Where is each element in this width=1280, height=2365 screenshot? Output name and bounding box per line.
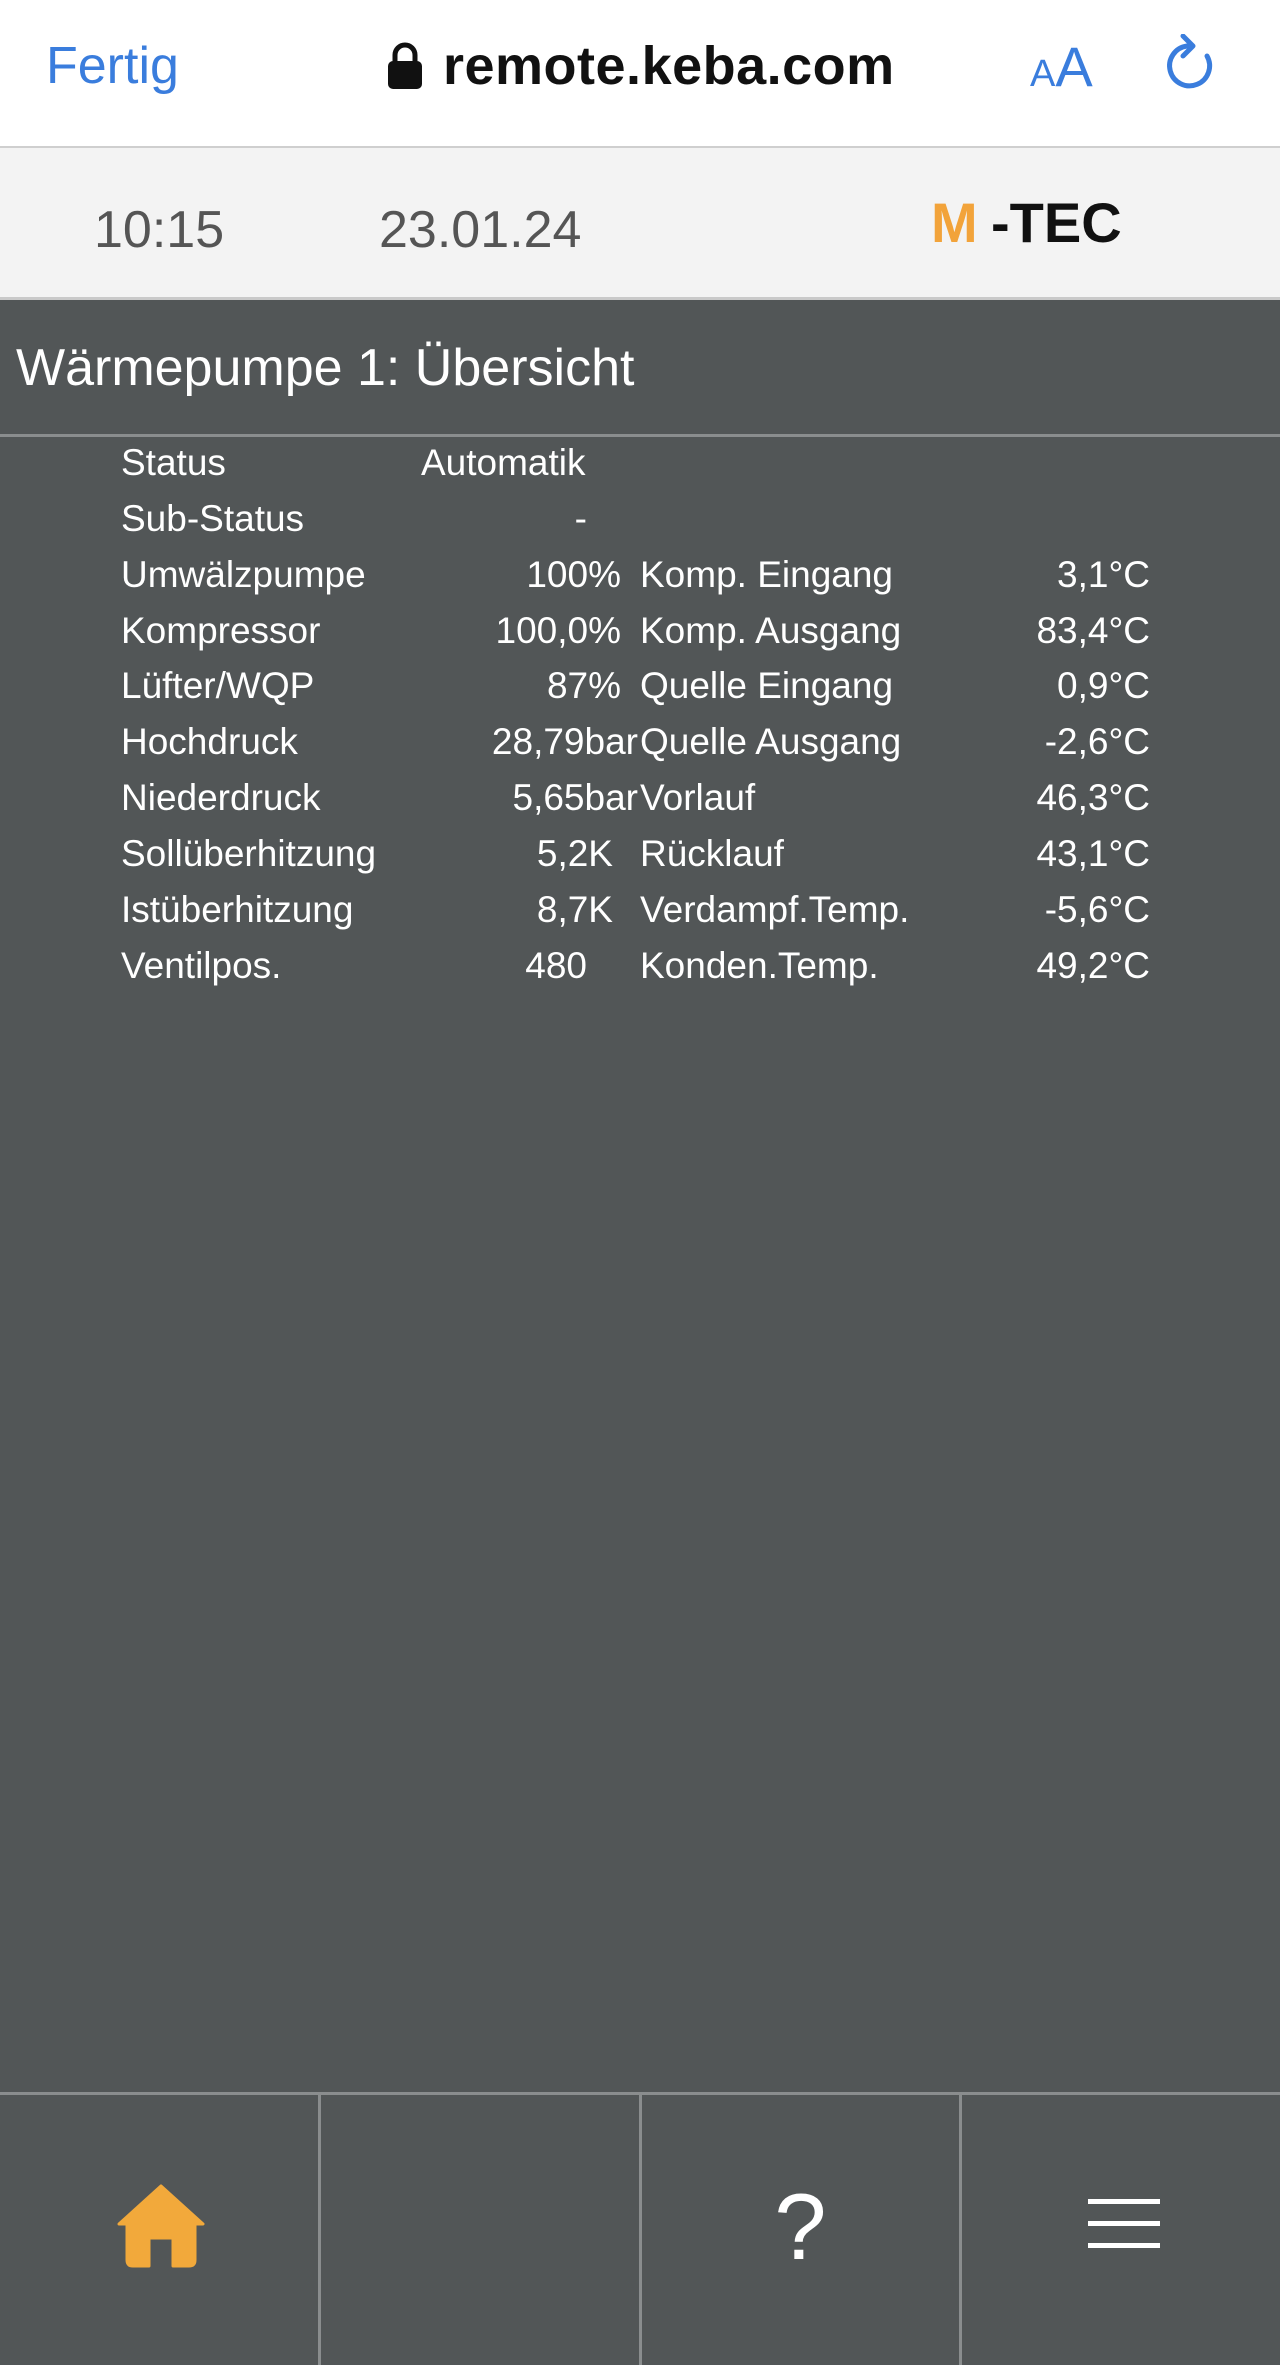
data-label: Kompressor (121, 610, 321, 651)
status-label: Status (121, 442, 226, 483)
data-label-2: Quelle Ausgang (640, 721, 902, 762)
data-value: 5,2K (536, 833, 613, 874)
data-label: Ventilpos. (121, 945, 282, 986)
app-header (0, 148, 1280, 300)
data-label-2: Komp. Ausgang (640, 610, 902, 651)
data-label: Umwälzpumpe (121, 554, 366, 595)
page-title-bar (0, 300, 1280, 437)
data-row (0, 833, 1280, 889)
text-size-large-glyph: A (1055, 35, 1093, 98)
data-label-2: Konden.Temp. (640, 945, 879, 986)
data-label-2: Quelle Eingang (640, 665, 894, 706)
data-row (0, 945, 1280, 1001)
data-value-2: 46,3°C (1036, 777, 1150, 818)
data-row (0, 889, 1280, 945)
lock-icon (385, 42, 425, 90)
data-label: Sollüberhitzung (121, 833, 377, 874)
clock: 10:15 (94, 201, 225, 259)
nav-empty-slot[interactable] (321, 2095, 642, 2365)
help-icon: ? (774, 2174, 827, 2279)
data-value-2: 3,1°C (1057, 554, 1150, 595)
bottom-navigation (0, 2092, 1280, 2365)
data-value-2: 0,9°C (1057, 665, 1150, 706)
sub-status-label: Sub-Status (121, 498, 305, 539)
data-label: Niederdruck (121, 777, 321, 818)
page-title: Wärmepumpe 1: Übersicht (16, 339, 635, 397)
sub-status-value: - (574, 498, 587, 539)
m-tec-logo (931, 198, 1177, 246)
logo-tec-letters: -TEC (991, 198, 1122, 246)
data-value-2: 83,4°C (1036, 610, 1150, 651)
data-label-2: Rücklauf (640, 833, 784, 874)
data-row (0, 610, 1280, 666)
logo-m-letter: M (931, 198, 978, 246)
data-value-2: 49,2°C (1036, 945, 1150, 986)
data-label: Hochdruck (121, 721, 298, 762)
text-size-button[interactable] (1030, 34, 1093, 99)
data-value: 8,7K (536, 889, 613, 930)
data-row (0, 665, 1280, 721)
text-size-small-glyph: A (1030, 53, 1056, 95)
data-value: 100,0% (495, 610, 621, 651)
reload-icon[interactable] (1163, 34, 1219, 98)
hamburger-menu-icon (1086, 2195, 1162, 2251)
nav-help-button[interactable] (642, 2095, 963, 2365)
sub-status-row (0, 498, 1280, 554)
data-label-2: Komp. Eingang (640, 554, 894, 595)
status-row (0, 442, 1280, 498)
done-button[interactable]: Fertig (46, 37, 179, 95)
data-value: 480 (525, 945, 587, 986)
browser-toolbar (0, 0, 1280, 148)
data-label: Lüfter/WQP (121, 665, 315, 706)
data-value-2: -5,6°C (1044, 889, 1150, 930)
data-row (0, 777, 1280, 833)
data-label: Istüberhitzung (121, 889, 354, 930)
date: 23.01.24 (379, 201, 582, 259)
url-text: remote.keba.com (443, 36, 895, 96)
nav-home-button[interactable] (0, 2095, 321, 2365)
data-label-2: Vorlauf (640, 777, 756, 818)
data-value: 28,79bar (491, 721, 638, 762)
data-value: 5,65bar (512, 777, 638, 818)
data-value-2: 43,1°C (1036, 833, 1150, 874)
data-value: 87% (546, 665, 621, 706)
nav-menu-button[interactable] (962, 2095, 1280, 2365)
data-value-2: -2,6°C (1044, 721, 1150, 762)
data-label-2: Verdampf.Temp. (640, 889, 910, 930)
home-icon (117, 2184, 205, 2268)
status-value: Automatik (421, 442, 586, 483)
data-row (0, 721, 1280, 777)
data-value: 100% (526, 554, 621, 595)
data-row (0, 554, 1280, 610)
address-bar[interactable] (385, 34, 895, 98)
